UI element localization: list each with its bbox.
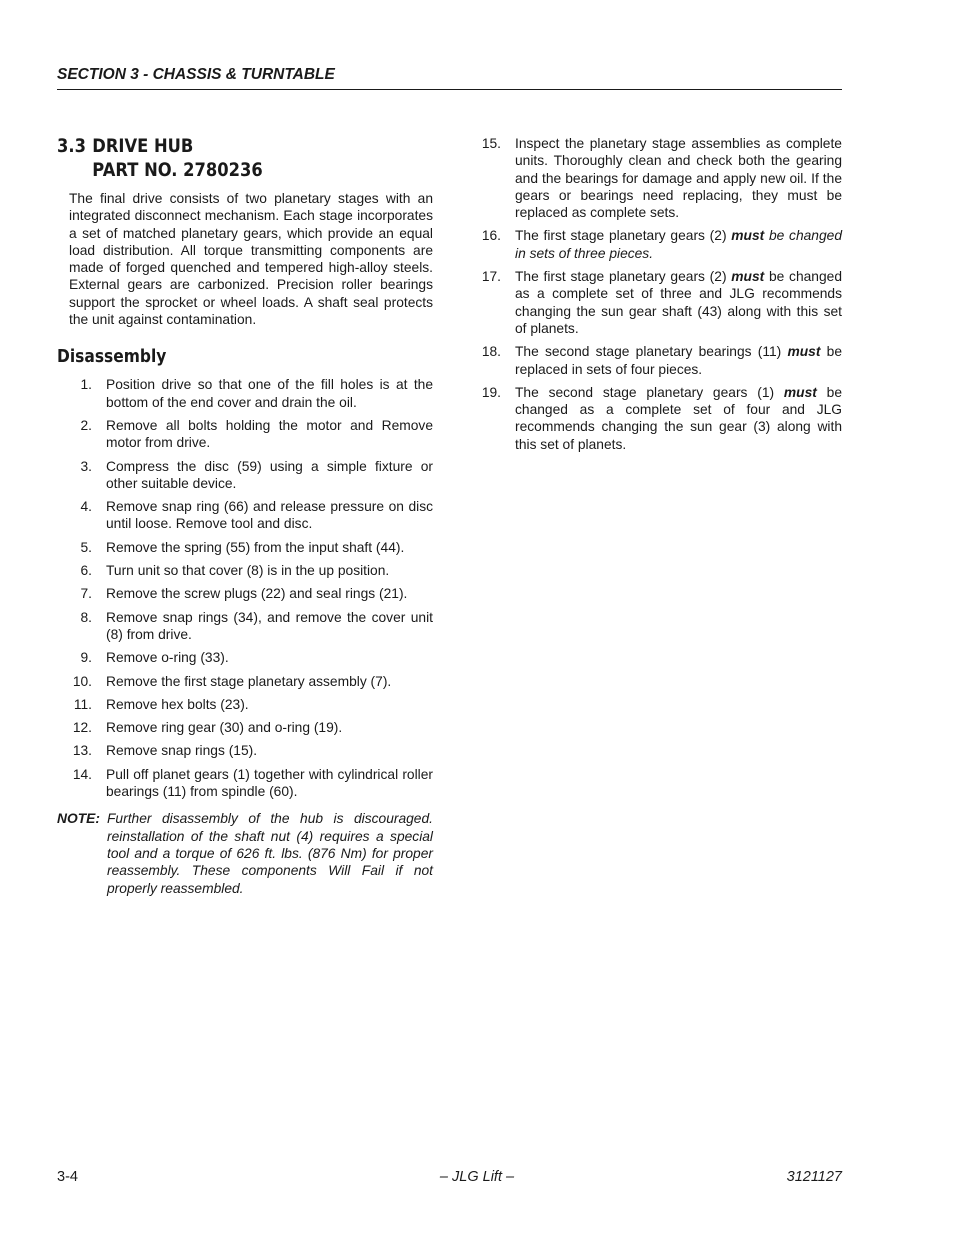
- left-column: [57, 134, 433, 897]
- list-item: 8. Remove snap rings (34), and remove the cover unit (8) from drive.: [80, 609, 433, 642]
- list-item: 6. Turn unit so that cover (8) is in the up position.: [80, 563, 390, 579]
- page-number: 3-4: [57, 1169, 78, 1185]
- inspection-steps: [478, 135, 842, 453]
- section-header: SECTION 3 - CHASSIS & TURNTABLE: [57, 66, 335, 83]
- list-item: 13. Remove snap rings (15).: [72, 743, 258, 759]
- header-rule: [57, 89, 842, 90]
- section-heading: [57, 134, 380, 182]
- list-item: 2. Remove all bolts holding the motor and Remove motor from drive.: [80, 417, 433, 451]
- disassembly-heading: Disassembly: [57, 346, 167, 368]
- list-item: 9. Remove o-ring (33).: [80, 650, 229, 666]
- list-item: 16. The first stage planetary gears (2) must be changed in sets of three pieces.: [481, 228, 842, 261]
- note-block: [57, 810, 433, 896]
- note-text: Further disassembly of the hub is discouraged. reinstallation of the shaft nut (4) requires a special tool and a torque of 626 ft. lbs. (876 Nm) for proper reassembly. These components Will Fail if not properly reassembled.: [107, 811, 433, 896]
- heading-line2: PART NO. 2780236: [92, 159, 263, 181]
- footer-center: – JLG Lift –: [439, 1169, 515, 1185]
- heading-line1: DRIVE HUB: [92, 135, 194, 157]
- list-item: 12. Remove ring gear (30) and o-ring (19).: [72, 720, 343, 736]
- list-item: 10. Remove the first stage planetary assembly (7).: [72, 673, 392, 689]
- list-item: 5. Remove the spring (55) from the input shaft (44).: [80, 539, 405, 555]
- list-item: 7. Remove the screw plugs (22) and seal rings (21).: [80, 586, 408, 602]
- list-item: 4. Remove snap ring (66) and release pressure on disc until loose. Remove tool and disc.: [80, 499, 433, 532]
- heading-number: 3.3: [57, 135, 86, 157]
- disassembly-steps: [57, 376, 433, 800]
- document-number: 3121127: [786, 1169, 842, 1185]
- list-item: 11. Remove hex bolts (23).: [73, 696, 249, 712]
- right-column: [478, 135, 842, 459]
- note-label: NOTE:: [57, 811, 100, 827]
- list-item: 14. Pull off planet gears (1) together with cylindrical roller bearings (11) from spindle (60).: [72, 766, 433, 800]
- list-item: 18. The second stage planetary bearings (11) must be replaced in sets of four pieces.: [481, 344, 842, 377]
- list-item: 1. Position drive so that one of the fill holes is at the bottom of the end cover and drain the oil.: [80, 377, 433, 410]
- list-item: 19. The second stage planetary gears (1) must be changed as a complete set of four and JLG recommends changing the sun gear (3) along with this set of planets.: [481, 384, 842, 452]
- list-item: 17. The first stage planetary gears (2) must be changed as a complete set of three and JLG recommends changing the sun gear shaft (43) along with this set of planets.: [481, 269, 842, 336]
- intro-paragraph: The final drive consists of two planetary stages with an integrated disconnect mechanism. Each stage incorporates a set of matched planetary gears, which provide an equal load distribution. All torque transmitting components are made of forged quenched and tempered high-alloy steels. External gears are carbonized. Precision roller bearings support the sprocket or wheel loads. A shaft seal protects the unit against contamination.: [69, 191, 433, 328]
- list-item: 3. Compress the disc (59) using a simple fixture or other suitable device.: [80, 458, 433, 491]
- list-item: 15. Inspect the planetary stage assemblies as complete units. Thoroughly clean and check both the gearing and the bearings for damage and apply new oil. If the gears or bearings need replacing, they must be replaced as complete sets.: [481, 136, 842, 221]
